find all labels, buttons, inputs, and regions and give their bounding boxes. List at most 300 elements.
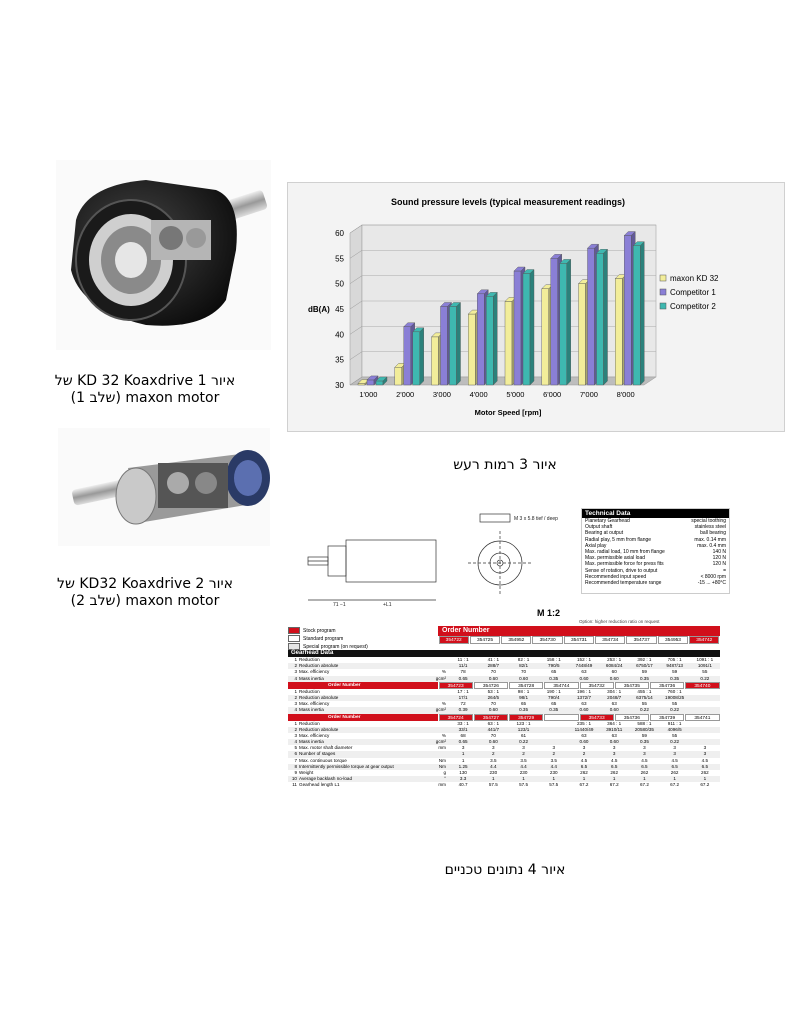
x-tick-label: 5'000 — [506, 390, 525, 399]
row-value: 0.65 — [458, 739, 468, 745]
bar — [551, 258, 558, 385]
row-value: 130 — [459, 770, 467, 775]
row-value: 55 — [672, 701, 678, 707]
row-value: 790/5 — [548, 663, 560, 669]
row-value: 6.5 — [641, 763, 648, 769]
bar — [367, 380, 374, 385]
row-value: 72 — [460, 701, 466, 707]
row-value: 1091 : 1 — [696, 657, 714, 662]
row-label: Reduction absolute — [299, 726, 339, 732]
row-value: 0.35 — [639, 739, 649, 745]
row-value: 41 : 1 — [487, 657, 500, 662]
row-value: 1 — [582, 776, 586, 782]
row-value: 262 — [701, 770, 709, 775]
program-legend-item — [288, 627, 438, 635]
row-value: 98 : 1 — [517, 688, 530, 694]
row-value: 1 — [522, 776, 525, 782]
row-label: Max. efficiency — [299, 732, 330, 738]
row-label: Weight — [299, 770, 314, 775]
bar — [624, 236, 631, 385]
row-unit: gcm² — [435, 707, 446, 713]
row-value: 790/4 — [548, 694, 560, 700]
row-value: 70 — [520, 669, 527, 675]
x-axis-label: Motor Speed [rpm] — [474, 408, 542, 417]
row-unit: % — [441, 701, 446, 707]
technical-data-label: Max. permissible force for press fits — [585, 561, 664, 568]
gearhead-data-row — [288, 782, 720, 788]
row-value: 253 : 1 — [607, 657, 622, 662]
technical-data-value: 120 N — [712, 555, 726, 562]
row-label: Mass inertia — [299, 739, 324, 745]
row-value: 19008/25 — [665, 694, 685, 700]
row-unit: ° — [444, 776, 446, 782]
row-value: 2 — [552, 751, 556, 757]
bar — [579, 284, 586, 385]
row-value: 0.22 — [700, 675, 710, 681]
y-tick-label: 35 — [335, 355, 344, 365]
row-value: 0.22 — [670, 707, 680, 713]
row-value: 230 — [519, 770, 528, 775]
bar-side — [640, 242, 644, 385]
row-value: 6.5 — [671, 763, 678, 769]
row-value: 588 : 1 — [637, 720, 652, 726]
row-value: 3.5 — [490, 757, 497, 763]
row-value: 4.5 — [611, 757, 618, 763]
row-value: 67.2 — [700, 782, 710, 788]
row-value: 2 — [582, 751, 586, 757]
row-value: 3 — [673, 751, 676, 757]
row-value: 55 — [672, 732, 678, 738]
row-value: 63 — [581, 669, 587, 675]
row-value: 78 — [460, 669, 466, 675]
x-tick-label: 3'000 — [432, 390, 451, 399]
legend-swatch — [288, 643, 300, 650]
bar — [633, 246, 640, 385]
sound-pressure-chart-svg — [288, 183, 784, 431]
bar — [432, 337, 439, 385]
row-value: 6084/24 — [605, 663, 623, 669]
row-value: 1 — [703, 776, 707, 782]
row-value: 3 — [703, 745, 707, 751]
row-value: 152 : 1 — [576, 657, 592, 662]
row-value: 65 — [520, 701, 527, 707]
row-value: 33/1 — [458, 726, 468, 732]
row-value: 55 — [702, 669, 708, 675]
row-value: 1091/1 — [697, 663, 712, 669]
order-number-cell: 354737 — [626, 636, 656, 644]
technical-data-value: max. 0.14 mm — [694, 536, 726, 543]
row-value: 230 — [489, 770, 498, 775]
row-number: 2 — [294, 694, 297, 700]
row-value: 0.35 — [519, 707, 529, 713]
row-value: 760 : 1 — [667, 688, 682, 694]
order-number-cell: 354736 — [615, 714, 649, 721]
program-legend — [288, 626, 438, 650]
row-value: 0.39 — [458, 707, 468, 713]
row-value: 288/7 — [487, 663, 500, 669]
row-unit: Nm — [438, 763, 446, 769]
order-number-cell: 354723 — [439, 682, 473, 689]
row-value: 20580/35 — [634, 726, 654, 732]
bar — [597, 253, 604, 385]
row-value: 33 : 1 — [457, 720, 469, 726]
row-value: 11 : 1 — [457, 657, 469, 662]
row-value: 57.5 — [549, 782, 559, 788]
row-value: 0.60 — [519, 675, 529, 681]
bar-side — [567, 259, 571, 385]
row-value: 262 — [580, 770, 588, 775]
gearhead-photo-1 — [56, 160, 271, 350]
row-value: 1 — [673, 776, 676, 782]
row-value: 6.5 — [580, 763, 588, 769]
row-unit: mm — [438, 782, 446, 788]
row-value: 0.22 — [519, 739, 529, 745]
order-number-cell: 354741 — [685, 714, 719, 721]
row-value: 2048/7 — [607, 694, 622, 700]
technical-data-label: Output shaft — [585, 524, 613, 531]
row-number: 1 — [294, 688, 297, 694]
technical-data-title: Technical Data — [582, 509, 729, 518]
technical-data-value: stainless steel — [694, 524, 726, 531]
row-value: 59 — [641, 732, 647, 738]
row-unit: gcm² — [435, 739, 446, 745]
order-number-cell: 354734 — [595, 636, 625, 644]
row-number: 11 — [292, 782, 297, 788]
row-value: 0.60 — [609, 675, 619, 681]
legend-swatch — [288, 627, 300, 634]
row-number: 8 — [294, 763, 297, 769]
order-number-cell: 354722 — [439, 636, 469, 644]
row-value: 40.7 — [458, 782, 468, 788]
row-value: 0.35 — [549, 707, 559, 713]
row-value: 70 — [490, 732, 496, 738]
row-value: 0.60 — [579, 707, 589, 713]
bar — [523, 274, 530, 385]
row-number: 6 — [294, 751, 297, 757]
row-value: 0.22 — [670, 739, 680, 745]
gearhead-photo-2 — [58, 428, 270, 546]
figure-4-caption: איור 4 נתונים טכניים — [444, 862, 566, 878]
row-unit: % — [441, 732, 446, 738]
row-unit: % — [441, 669, 446, 675]
legend-swatch — [660, 275, 666, 281]
row-number: 4 — [294, 675, 297, 681]
figure-2-caption-line-2: maxon motor (שלב 2) — [70, 593, 220, 609]
technical-data-label: Bearing at output — [585, 530, 624, 537]
order-number-cell: 354736 — [650, 682, 684, 689]
row-value: 70 — [490, 669, 496, 675]
x-tick-label: 1'000 — [359, 390, 378, 399]
row-value: 63 — [581, 732, 587, 738]
bar — [358, 383, 365, 385]
row-value: 55 — [641, 701, 647, 707]
row-value: 0.35 — [670, 675, 680, 681]
row-value: 4.5 — [701, 757, 709, 763]
row-label: Reduction absolute — [299, 663, 339, 669]
bar — [404, 327, 411, 385]
bar — [505, 301, 512, 385]
order-number-cell — [544, 714, 578, 721]
row-value: 63 — [611, 701, 617, 707]
technical-data-label: Radial play, 5 mm from flange — [585, 536, 652, 543]
row-value: 4096/5 — [667, 726, 682, 732]
figure-2-caption-line-1: איור 2 KD32 Koaxdrive של — [57, 576, 233, 592]
row-value: 3 — [522, 745, 525, 751]
bar — [486, 296, 493, 385]
row-value: 158 : 1 — [546, 657, 561, 662]
row-value: 4.4 — [490, 763, 497, 769]
row-value: 4.5 — [641, 757, 648, 763]
row-value: 82 : 1 — [517, 657, 530, 662]
order-number-cell: 354731 — [564, 636, 594, 644]
row-value: 0.60 — [579, 675, 589, 681]
bar — [413, 332, 420, 385]
row-value: 911 : 1 — [667, 720, 682, 726]
bar — [477, 294, 484, 385]
row-value: 3 — [612, 745, 616, 751]
row-value: 123 : 1 — [516, 720, 531, 726]
bar-side — [420, 328, 424, 385]
row-number: 4 — [294, 707, 297, 713]
order-number-cell: 354740 — [685, 682, 719, 689]
row-value: 7448/49 — [575, 663, 593, 669]
legend-text: Stock program — [303, 627, 336, 634]
order-number-cell: 354953 — [658, 636, 688, 644]
row-unit: gcm² — [435, 675, 446, 681]
row-value: 262 — [670, 770, 679, 775]
row-label: Number of stages — [299, 751, 336, 757]
technical-data-value: < 8000 rpm — [700, 573, 726, 580]
row-value: 230 — [549, 770, 558, 775]
technical-data-value: max. 0.4 mm — [697, 542, 726, 549]
row-value: 3 — [552, 745, 556, 751]
figure-3-caption: איור 3 רמות רעש — [453, 457, 557, 473]
row-value: 3 — [673, 745, 676, 751]
legend-text: Special program (on request) — [303, 643, 368, 650]
row-value: 61 — [520, 732, 527, 738]
scale-label: M 1:2 — [537, 608, 561, 618]
legend-swatch — [660, 289, 666, 295]
order-number-cell: 354733 — [580, 714, 614, 721]
order-number-header: Order Number — [438, 626, 720, 636]
row-value: 59 — [672, 669, 678, 675]
order-table — [288, 626, 720, 810]
row-value: 9487/13 — [666, 663, 683, 669]
technical-data-value: 120 N — [712, 561, 726, 568]
row-label: Max. efficiency — [299, 669, 330, 675]
bar-side — [530, 270, 534, 385]
row-label: Reduction — [299, 688, 320, 694]
bar — [588, 248, 595, 385]
row-number: 3 — [294, 732, 297, 738]
row-label: Max. efficiency — [299, 701, 330, 707]
legend-swatch — [288, 635, 300, 642]
y-tick-label: 50 — [335, 279, 344, 289]
row-value: 455 : 1 — [637, 688, 652, 694]
row-value: 3910/11 — [606, 726, 623, 732]
row-value: 6.5 — [701, 763, 709, 769]
order-number-cell: 354952 — [501, 636, 531, 644]
row-value: 3.3 — [459, 776, 467, 782]
row-value: 67.2 — [609, 782, 619, 788]
bar-side — [457, 302, 461, 385]
row-value: 63 — [581, 701, 587, 707]
row-number: 1 — [294, 657, 297, 662]
row-value: 441/7 — [487, 726, 500, 732]
sound-pressure-chart — [287, 182, 785, 432]
dim-label-a: 71 −1 — [333, 602, 346, 608]
row-number: 1 — [294, 720, 297, 726]
technical-data-value: 140 N — [712, 549, 726, 556]
row-value: 0.60 — [488, 675, 498, 681]
row-value: 67.2 — [639, 782, 649, 788]
row-number: 9 — [294, 770, 297, 775]
row-unit: g — [443, 770, 446, 775]
order-number-cell: 354739 — [650, 714, 684, 721]
technical-data-label: Max. radial load, 10 mm from flange — [585, 549, 665, 556]
row-value: 67.2 — [670, 782, 680, 788]
legend-label: Competitor 2 — [670, 302, 716, 311]
row-value: 0.60 — [488, 739, 498, 745]
row-value: 0.35 — [639, 675, 649, 681]
row-value: 262 — [610, 770, 619, 775]
y-tick-label: 55 — [335, 254, 344, 264]
order-number-cell: 354728 — [509, 682, 543, 689]
y-tick-label: 45 — [335, 305, 344, 314]
row-value: 0.22 — [639, 707, 649, 713]
dimension-drawing-svg — [288, 508, 588, 618]
row-label: Average backlash no-load — [299, 776, 353, 782]
technical-data-label: Planetary Gearhead — [585, 518, 630, 524]
technical-data-panel — [581, 508, 730, 594]
x-tick-label: 7'000 — [579, 390, 598, 399]
row-value: 68 — [460, 732, 466, 738]
row-value: 0.35 — [549, 675, 559, 681]
order-number-label: Order Number — [288, 714, 438, 721]
row-value: 3 — [612, 751, 616, 757]
row-label: Mass inertia — [299, 675, 324, 681]
order-number-cell: 354725 — [470, 636, 500, 644]
order-number-cell: 354744 — [544, 682, 578, 689]
legend-label: Competitor 1 — [670, 288, 716, 297]
row-label: Gearhead length L1 — [299, 782, 340, 788]
row-value: 63 : 1 — [487, 720, 500, 726]
row-value: 0.65 — [458, 675, 468, 681]
y-tick-label: 60 — [335, 229, 344, 238]
row-value: 3 — [643, 745, 646, 751]
row-value: 6750/17 — [636, 663, 653, 669]
technical-data-value: = — [723, 567, 726, 574]
row-value: 1.25 — [458, 763, 468, 769]
dimension-drawing — [288, 508, 588, 618]
bar — [450, 306, 457, 385]
order-number-cell: 354742 — [689, 636, 719, 644]
row-value: 17/1 — [458, 694, 468, 700]
row-value: 1 — [552, 776, 556, 782]
row-value: 392 : 1 — [637, 657, 652, 662]
technical-data-value: -15 ... +80°C — [697, 580, 726, 587]
order-number-cell: 354730 — [532, 636, 562, 644]
order-number-cell: 354735 — [615, 682, 649, 689]
bar — [441, 306, 448, 385]
x-tick-label: 2'000 — [396, 390, 415, 399]
row-value: 0.60 — [579, 739, 589, 745]
row-value: 17 : 1 — [457, 688, 469, 694]
row-number: 4 — [294, 739, 297, 745]
bar — [542, 289, 549, 385]
row-value: 0.60 — [488, 707, 498, 713]
row-value: 1 — [461, 751, 465, 757]
row-value: 57.5 — [519, 782, 529, 788]
row-value: 4.5 — [580, 757, 588, 763]
dim-label-c: M 3 x 5.8 tief / deep — [514, 516, 558, 522]
legend-swatch — [660, 303, 666, 309]
row-value: 98/1 — [519, 694, 529, 700]
row-value: 4.4 — [520, 763, 527, 769]
bar — [395, 367, 402, 385]
x-tick-label: 4'000 — [469, 390, 488, 399]
row-label: Reduction — [299, 720, 320, 726]
row-label: Mass inertia — [299, 707, 324, 713]
y-tick-label: 40 — [335, 330, 344, 340]
row-value: 1 — [492, 776, 495, 782]
option-note: Option: higher reduction ratio on request — [579, 619, 660, 624]
row-number: 3 — [294, 701, 297, 707]
row-value: 1 — [643, 776, 646, 782]
row-number: 3 — [294, 669, 297, 675]
row-number: 10 — [291, 776, 297, 782]
row-value: 57.5 — [488, 782, 498, 788]
row-value: 82/1 — [519, 663, 529, 669]
row-value: 123/1 — [517, 726, 530, 732]
order-number-cell: 354727 — [474, 714, 508, 721]
row-value: 4.4 — [550, 763, 557, 769]
technical-data-label: Sense of rotation, drive to output — [585, 567, 658, 574]
row-value: 3 — [492, 745, 495, 751]
dim-label-b: +L1 — [383, 602, 392, 608]
y-tick-label: 30 — [335, 381, 344, 390]
bar — [560, 263, 567, 385]
row-label: Reduction — [299, 657, 320, 662]
bar-side — [493, 292, 497, 385]
row-value: 65 — [551, 701, 557, 707]
order-number-cell: 354732 — [580, 682, 614, 689]
bar — [376, 381, 383, 385]
row-number: 2 — [294, 726, 297, 732]
legend-text: Standard program — [303, 635, 344, 642]
technical-data-label: Recommended input speed — [585, 573, 647, 580]
gearhead-data-header: Gearhead Data — [288, 650, 720, 657]
bar — [514, 271, 521, 385]
row-value: 304 : 1 — [607, 688, 622, 694]
row-value: 63 — [611, 732, 617, 738]
technical-data-row — [582, 580, 729, 586]
row-value: 4.5 — [671, 757, 678, 763]
row-number: 5 — [294, 745, 297, 751]
bar — [615, 279, 622, 385]
row-value: 6375/14 — [636, 694, 653, 700]
row-value: 11440/49 — [574, 726, 594, 732]
row-value: 65 — [551, 669, 557, 675]
row-unit: Nm — [438, 757, 446, 763]
order-number-cell: 354729 — [509, 714, 543, 721]
row-value: 0.60 — [609, 739, 619, 745]
order-number-label: Order Number — [288, 682, 438, 689]
row-value: 190 : 1 — [546, 688, 561, 694]
row-value: 1 — [612, 776, 616, 782]
row-value: 235 : 1 — [576, 720, 592, 726]
row-value: 2 — [522, 751, 525, 757]
